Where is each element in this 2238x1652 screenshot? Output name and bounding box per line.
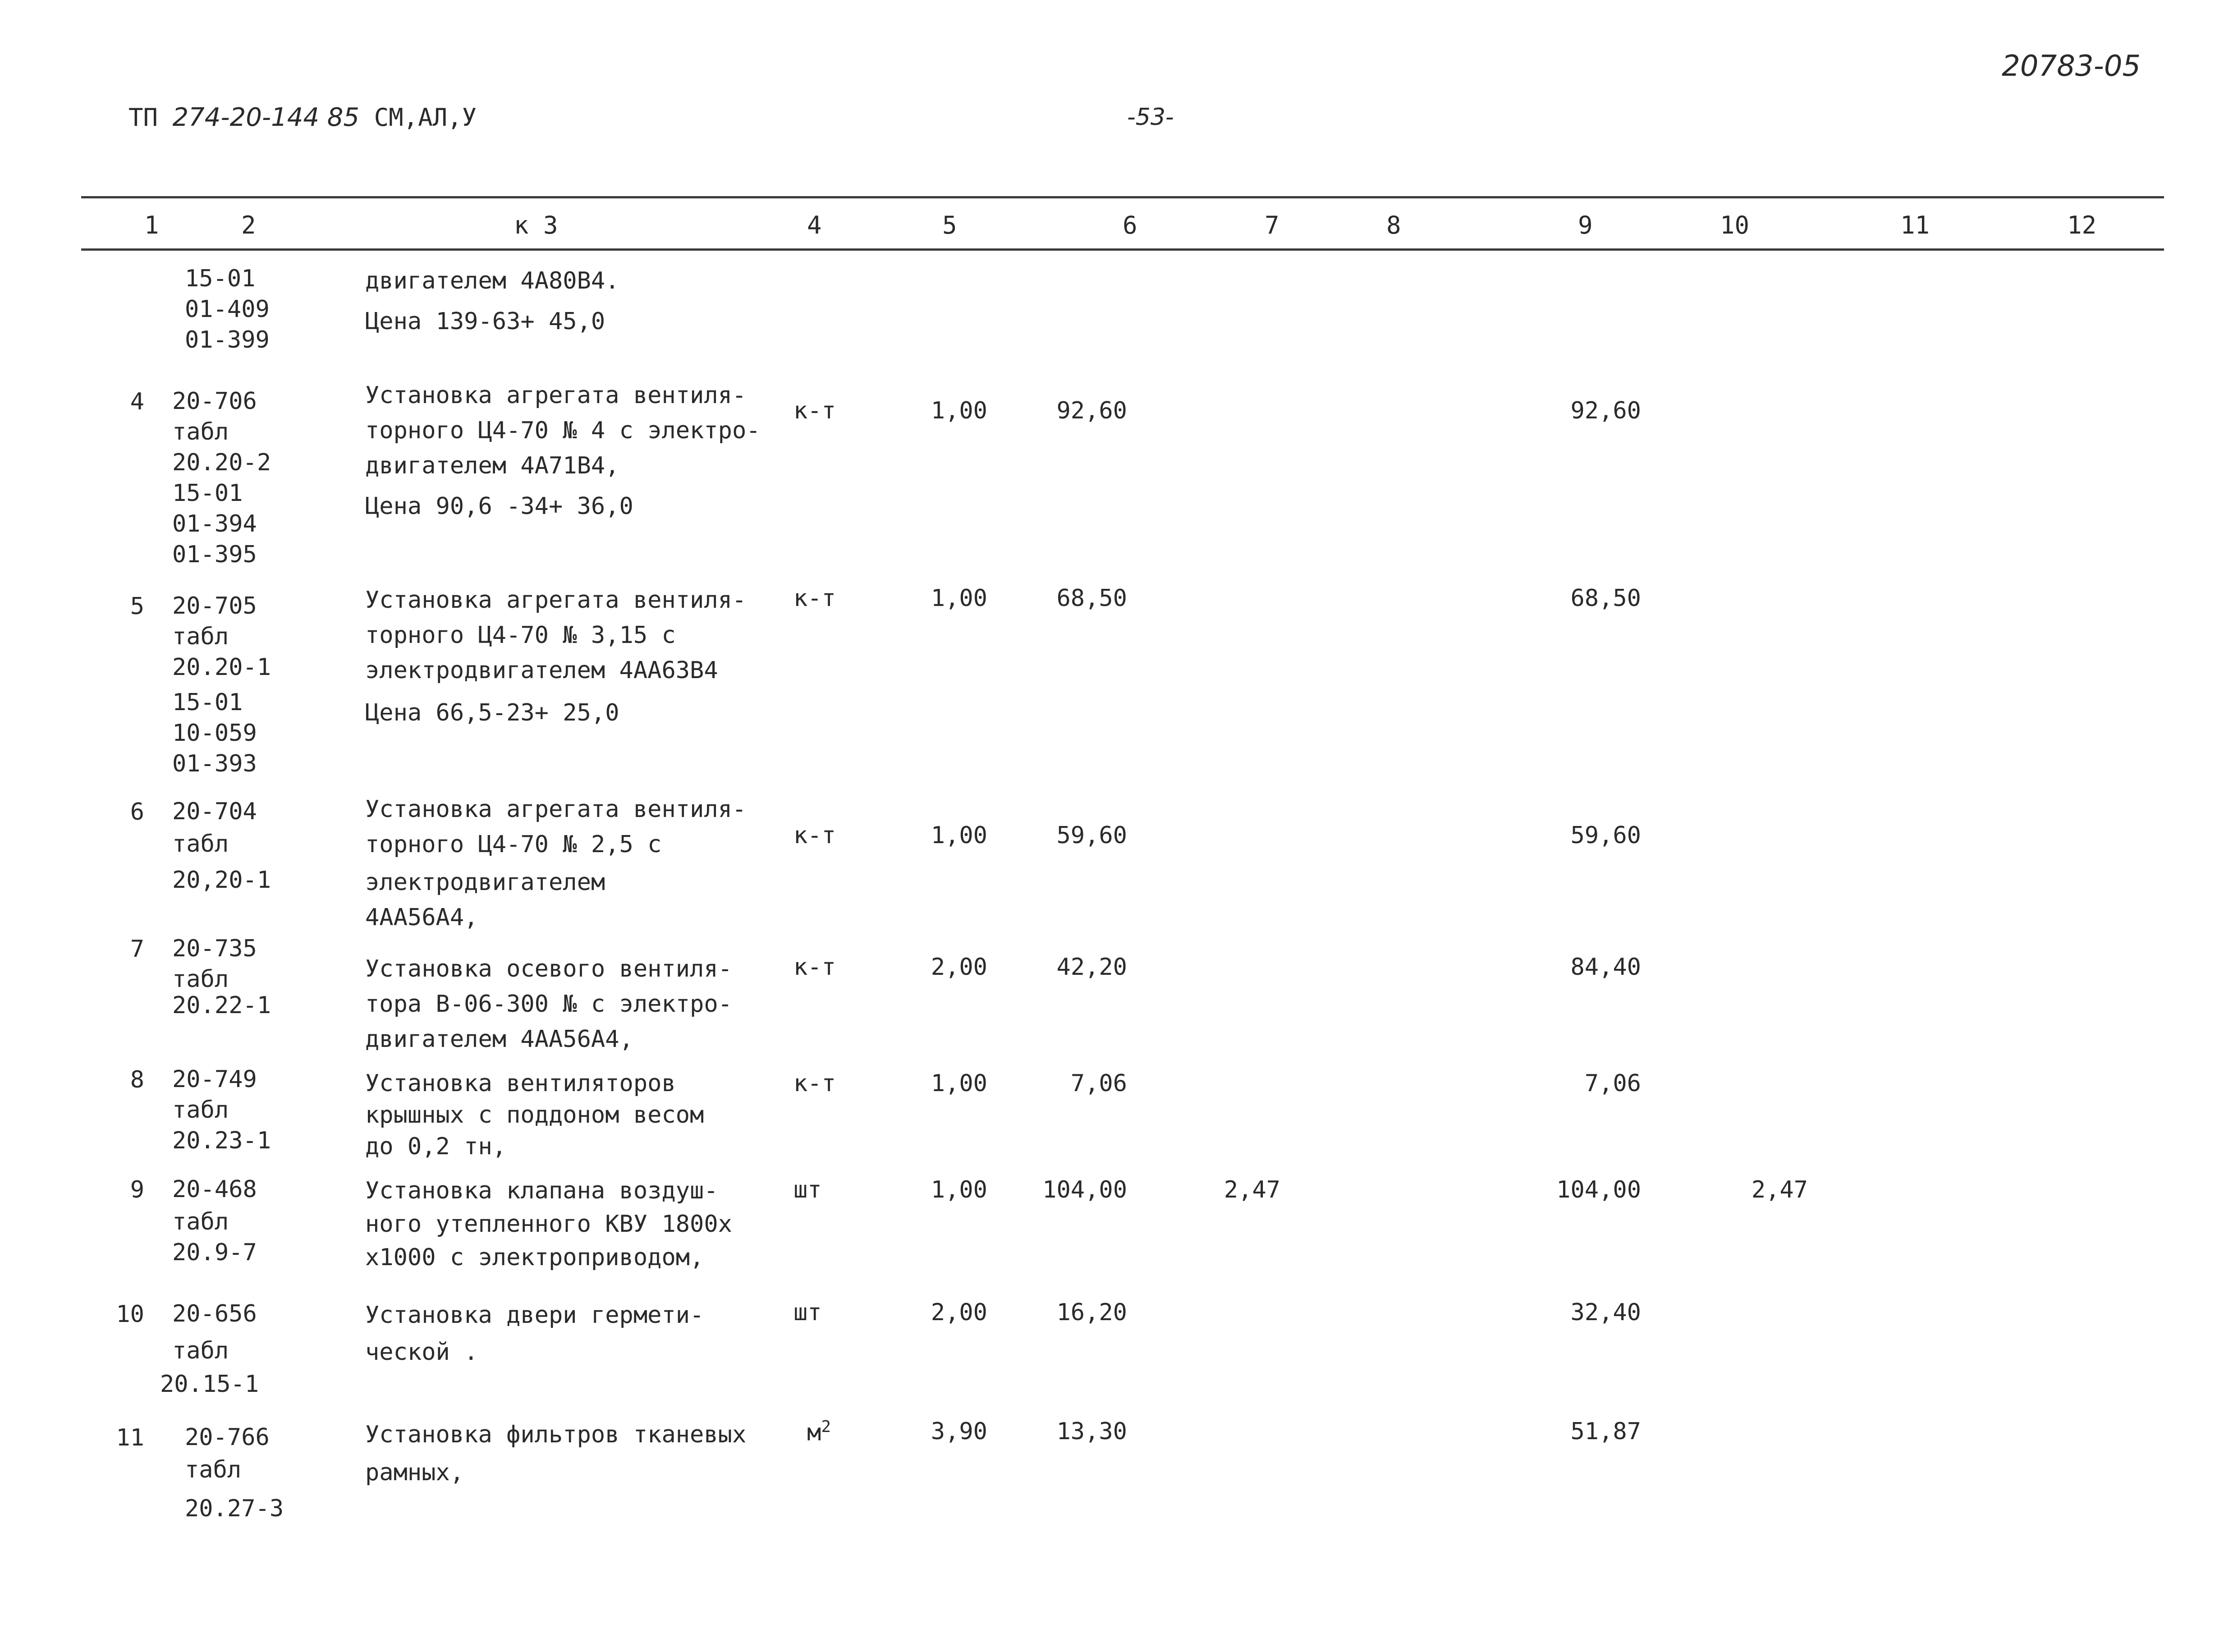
- row-9-qty: 1,00: [931, 1176, 987, 1203]
- row-6-qty: 1,00: [931, 822, 987, 849]
- description-line: Установка двери гермети-: [365, 1302, 704, 1329]
- row-5-description: [365, 583, 746, 730]
- description-line: Установка фильтров тканевых: [365, 1421, 747, 1448]
- row-10-description: [365, 1297, 704, 1371]
- row-9-unit: шт: [793, 1176, 822, 1203]
- row-11-total: 51,87: [1570, 1418, 1641, 1445]
- doc-code-suffix: СМ,АЛ,У: [374, 103, 477, 132]
- col-header-8: 8: [1386, 211, 1401, 239]
- row-8-price: 7,06: [1070, 1070, 1127, 1097]
- row-7-unit: к-т: [793, 954, 836, 981]
- row-6-total: 59,60: [1570, 822, 1641, 849]
- description-line: рамных,: [365, 1459, 464, 1486]
- code-line: табл: [172, 831, 229, 858]
- code-line: 20.15-1: [160, 1371, 259, 1398]
- row-10-codes: [160, 1299, 259, 1400]
- row-4-total: 92,60: [1570, 397, 1641, 424]
- code-line: 20.22-1: [172, 992, 271, 1019]
- description-line: Установка агрегата вентиля-: [365, 382, 747, 409]
- row-7-price: 42,20: [1056, 954, 1127, 981]
- row-11-qty: 3,90: [931, 1418, 987, 1445]
- row-9-col10: 2,47: [1751, 1176, 1808, 1203]
- doc-code: [128, 103, 477, 132]
- code-line: табл: [185, 1456, 242, 1483]
- description-line: ческой .: [365, 1339, 478, 1366]
- row-5-price: 68,50: [1056, 585, 1127, 612]
- row-11-description: [365, 1416, 746, 1491]
- continuation-description: [365, 263, 619, 339]
- code-line: табл: [172, 1337, 229, 1364]
- row-4-codes: [172, 386, 271, 570]
- row-4-qty: 1,00: [931, 397, 987, 424]
- row-4-unit: к-т: [793, 397, 836, 424]
- col-header-9: 9: [1578, 211, 1593, 239]
- row-4-price: 92,60: [1056, 397, 1127, 424]
- code-line: 01-394: [172, 510, 257, 537]
- code-line: 15-01: [185, 265, 256, 292]
- code-line: 20.9-7: [172, 1239, 257, 1266]
- description-line: торного Ц4-70 № 2,5 с: [365, 831, 662, 858]
- code-line: табл: [172, 966, 229, 993]
- description-line: Установка вентиляторов: [365, 1070, 676, 1097]
- col-header-7: 7: [1265, 211, 1280, 239]
- code-line: 20-766: [185, 1424, 270, 1451]
- code-line: 20-735: [172, 935, 257, 962]
- row-9-total: 104,00: [1556, 1176, 1641, 1203]
- description-line: Цена 139-63+ 45,0: [365, 308, 605, 335]
- row-11-price: 13,30: [1056, 1418, 1127, 1445]
- doc-code-prefix: ТП: [128, 103, 158, 132]
- code-line: 10-059: [172, 720, 257, 747]
- col-header-12: 12: [2067, 211, 2097, 239]
- col-header-4: 4: [807, 211, 822, 239]
- row-4-description: [365, 378, 761, 524]
- code-line: 20.20-2: [172, 449, 271, 476]
- code-line: 20-706: [172, 388, 257, 415]
- row-9-col7: 2,47: [1224, 1176, 1280, 1203]
- code-line: 01-395: [172, 541, 257, 568]
- row-7-qty: 2,00: [931, 954, 987, 981]
- code-line: 20.23-1: [172, 1127, 271, 1154]
- code-line: 20-704: [172, 798, 257, 825]
- row-7-number: 7: [130, 936, 144, 963]
- col-header-2: 2: [241, 211, 256, 239]
- row-5-qty: 1,00: [931, 585, 987, 612]
- code-line: табл: [172, 1097, 229, 1124]
- description-line: Цена 90,6 -34+ 36,0: [365, 493, 633, 520]
- row-8-unit: к-т: [793, 1070, 836, 1097]
- col-header-11: 11: [1900, 211, 1930, 239]
- unit-superscript: 2: [821, 1418, 831, 1436]
- code-line: табл: [172, 1208, 229, 1235]
- col-header-5: 5: [942, 211, 957, 239]
- row-6-description: [365, 792, 746, 935]
- description-line: двигателем 4АА56А4,: [365, 1026, 633, 1053]
- row-9-price: 104,00: [1042, 1176, 1127, 1203]
- row-5-number: 5: [130, 593, 144, 620]
- code-line: табл: [172, 623, 229, 650]
- code-line: 15-01: [172, 480, 243, 507]
- row-11-number: 11: [116, 1424, 144, 1451]
- row-6-price: 59,60: [1056, 822, 1127, 849]
- code-line: 15-01: [172, 689, 243, 716]
- col-header-1: 1: [144, 211, 159, 239]
- description-line: до 0,2 тн,: [365, 1133, 507, 1160]
- description-line: Установка агрегата вентиля-: [365, 587, 747, 614]
- col-header-3: к 3: [514, 211, 558, 239]
- code-line: 20.20-1: [172, 654, 271, 681]
- description-line: 4АА56А4,: [365, 904, 478, 931]
- description-line: Установка клапана воздуш-: [365, 1177, 718, 1204]
- unit-label: м: [807, 1419, 821, 1446]
- description-line: Цена 66,5-23+ 25,0: [365, 699, 619, 726]
- description-line: электродвигателем: [365, 869, 605, 896]
- code-line: табл: [172, 418, 229, 445]
- row-6-unit: к-т: [793, 822, 836, 849]
- code-line: 01-409: [185, 296, 270, 323]
- table-top-rule: [81, 196, 2164, 198]
- row-4-number: 4: [130, 388, 144, 415]
- row-11-unit: [807, 1411, 831, 1448]
- description-line: крышных с поддоном весом: [365, 1101, 704, 1129]
- archive-number: 20783-05: [2002, 50, 2141, 83]
- col-header-6: 6: [1123, 211, 1137, 239]
- row-10-price: 16,20: [1056, 1299, 1127, 1326]
- row-8-number: 8: [130, 1066, 144, 1093]
- description-line: двигателем 4А80В4.: [365, 267, 619, 294]
- row-11-codes: [185, 1422, 284, 1524]
- row-10-total: 32,40: [1570, 1299, 1641, 1326]
- col-header-10: 10: [1720, 211, 1750, 239]
- doc-code-number: 274-20-144 85: [172, 103, 360, 132]
- code-line: 20-749: [172, 1066, 257, 1093]
- row-9-description: [365, 1174, 732, 1274]
- row-9-codes: [172, 1174, 257, 1268]
- row-5-unit: к-т: [793, 585, 836, 612]
- code-line: 20-705: [172, 592, 257, 620]
- code-line: 01-393: [172, 750, 257, 777]
- description-line: ного утепленного КВУ 1800х: [365, 1211, 732, 1238]
- row-10-qty: 2,00: [931, 1299, 987, 1326]
- description-line: х1000 с электроприводом,: [365, 1244, 704, 1271]
- page-number: -53-: [1127, 104, 1174, 131]
- row-5-total: 68,50: [1570, 585, 1641, 612]
- row-8-qty: 1,00: [931, 1070, 987, 1097]
- code-line: 01-399: [185, 326, 270, 353]
- description-line: двигателем 4А71В4,: [365, 452, 619, 479]
- table-header-rule: [81, 248, 2164, 251]
- row-8-codes: [172, 1064, 271, 1156]
- code-line: 20.27-3: [185, 1495, 284, 1522]
- row-6-number: 6: [130, 798, 144, 826]
- continuation-codes: [185, 263, 270, 355]
- row-8-total: 7,06: [1584, 1070, 1641, 1097]
- row-6-codes: [172, 796, 271, 895]
- description-line: Установка агрегата вентиля-: [365, 796, 747, 823]
- row-9-number: 9: [130, 1176, 144, 1203]
- row-10-number: 10: [116, 1301, 144, 1328]
- code-line: 20,20-1: [172, 867, 271, 894]
- description-line: электродвигателем 4АА63В4: [365, 657, 718, 684]
- description-line: торного Ц4-70 № 4 с электро-: [365, 417, 761, 444]
- row-5-codes: [172, 591, 271, 779]
- description-line: торного Ц4-70 № 3,15 с: [365, 622, 676, 649]
- code-line: 20-468: [172, 1176, 257, 1203]
- row-10-unit: шт: [793, 1299, 822, 1326]
- description-line: Установка осевого вентиля-: [365, 955, 732, 982]
- description-line: тора В-06-300 № с электро-: [365, 991, 732, 1018]
- row-7-codes: [172, 933, 271, 1021]
- row-8-description: [365, 1068, 704, 1162]
- row-7-total: 84,40: [1570, 954, 1641, 981]
- code-line: 20-656: [172, 1300, 257, 1327]
- row-7-description: [365, 951, 732, 1057]
